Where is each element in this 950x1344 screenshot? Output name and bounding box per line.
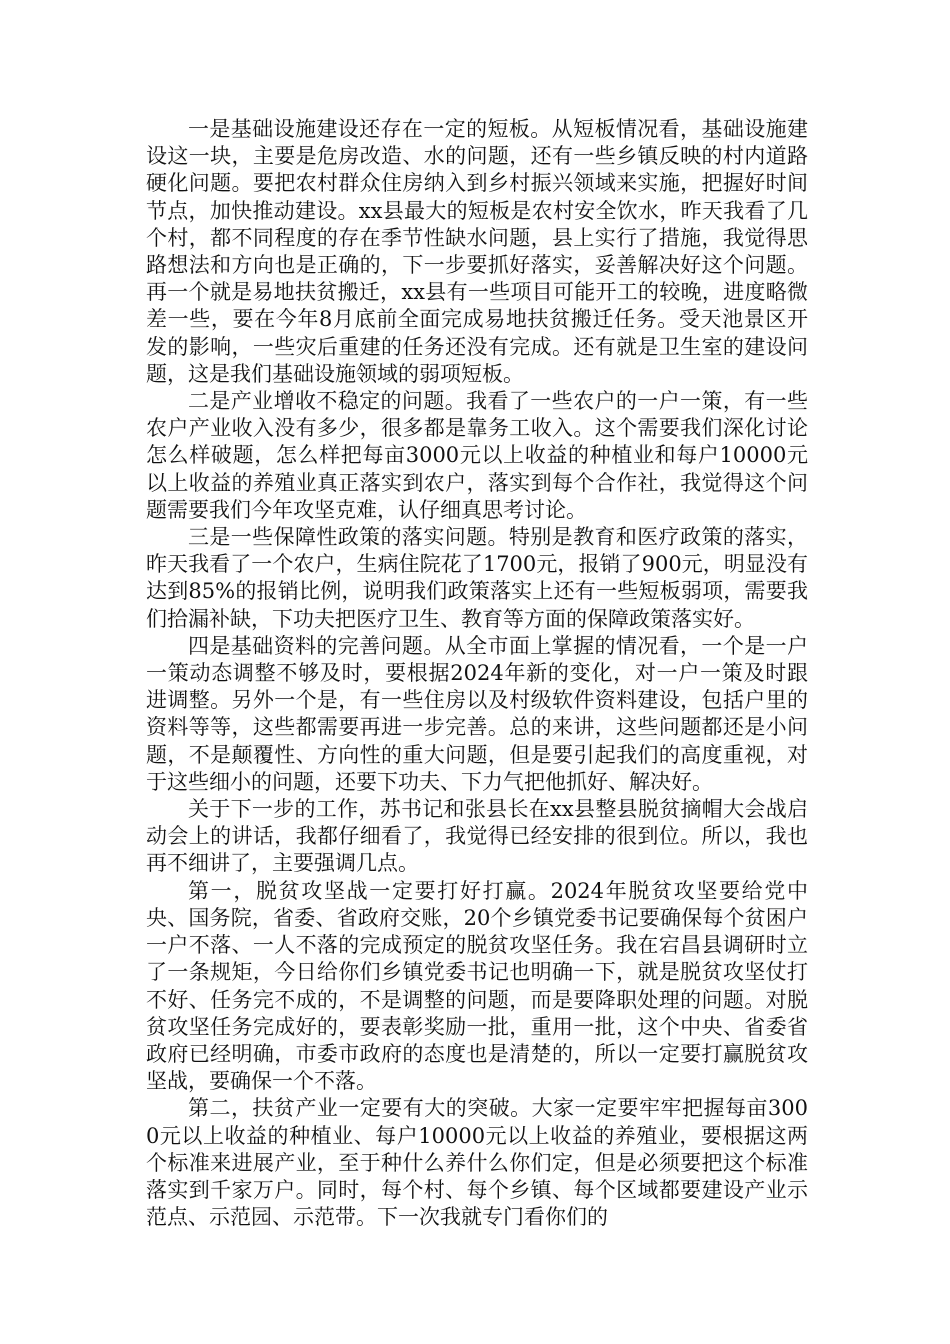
document-page	[146, 116, 808, 1231]
paragraph-next-steps: 关于下一步的工作，苏书记和张县长在xx县整县脱贫摘帽大会战启动会上的讲话，我都仔细看了，我觉得已经安排的很到位。所以，我也再不细讲了，主要强调几点。	[146, 797, 808, 876]
paragraph-infrastructure: 一是基础设施建设还存在一定的短板。从短板情况看，基础设施建设这一块，主要是危房改造、水的问题，还有一些乡镇反映的村内道路硬化问题。要把农村群众住房纳入到乡村振兴领域来实施，把握好时间节点，加快推动建设。xx县最大的短板是农村安全饮水，昨天我看了几个村，都不同程度的存在季节性缺水问题，县上实行了措施，我觉得思路想法和方向也是正确的，下一步要抓好落实，妥善解决好这个问题。再一个就是易地扶贫搬迁，xx县有一些项目可能开工的较晚，进度略微差一些，要在今年8月底前全面完成易地扶贫搬迁任务。受天池景区开发的影响，一些灾后重建的任务还没有完成。还有就是卫生室的建设问题，这是我们基础设施领域的弱项短板。	[146, 117, 808, 386]
paragraph-point-one: 第一，脱贫攻坚战一定要打好打赢。2024年脱贫攻坚要给党中央、国务院，省委、省政府交账，20个乡镇党委书记要确保每个贫困户一户不落、一人不落的完成预定的脱贫攻坚任务。我在宕昌县调研时立了一条规矩，今日给你们乡镇党委书记也明确一下，就是脱贫攻坚仗打不好、任务完不成的，不是调整的问题，而是要降职处理的问题。对脱贫攻坚任务完成好的，要表彰奖励一批，重用一批，这个中央、省委省政府已经明确，市委市政府的态度也是清楚的，所以一定要打赢脱贫攻坚战，要确保一个不落。	[146, 878, 808, 1094]
paragraph-basic-records: 四是基础资料的完善问题。从全市面上掌握的情况看，一个是一户一策动态调整不够及时，要根据2024年新的变化，对一户一策及时跟进调整。另外一个是，有一些住房以及村级软件资料建设，包括户里的资料等等，这些都需要再进一步完善。总的来讲，这些问题都还是小问题，不是颠覆性、方向性的重大问题，但是要引起我们的高度重视，对于这些细小的问题，还要下功夫、下力气把他抓好、解决好。	[146, 633, 808, 794]
paragraph-policy-implementation: 三是一些保障性政策的落实问题。特别是教育和医疗政策的落实，昨天我看了一个农户，生病住院花了1700元，报销了900元，明显没有达到85%的报销比例，说明我们政策落实上还有一些短板弱项，需要我们拾漏补缺，下功夫把医疗卫生、教育等方面的保障政策落实好。	[146, 525, 808, 631]
paragraph-point-two: 第二，扶贫产业一定要有大的突破。大家一定要牢牢把握每亩3000元以上收益的种植业、每户10000元以上收益的养殖业，要根据这两个标准来进展产业，至于种什么养什么你们定，但是必须要把这个标准落实到千家万户。同时，每个村、每个乡镇、每个区域都要建设产业示范点、示范园、示范带。下一次我就专门看你们的	[146, 1096, 808, 1230]
paragraph-industry-income: 二是产业增收不稳定的问题。我看了一些农户的一户一策，有一些农户产业收入没有多少，很多都是靠务工收入。这个需要我们深化讨论怎么样破题，怎么样把每亩3000元以上收益的种植业和每户10000元以上收益的养殖业真正落实到农户，落实到每个合作社，我觉得这个问题需要我们今年攻坚克难，认仔细真思考讨论。	[146, 389, 808, 522]
